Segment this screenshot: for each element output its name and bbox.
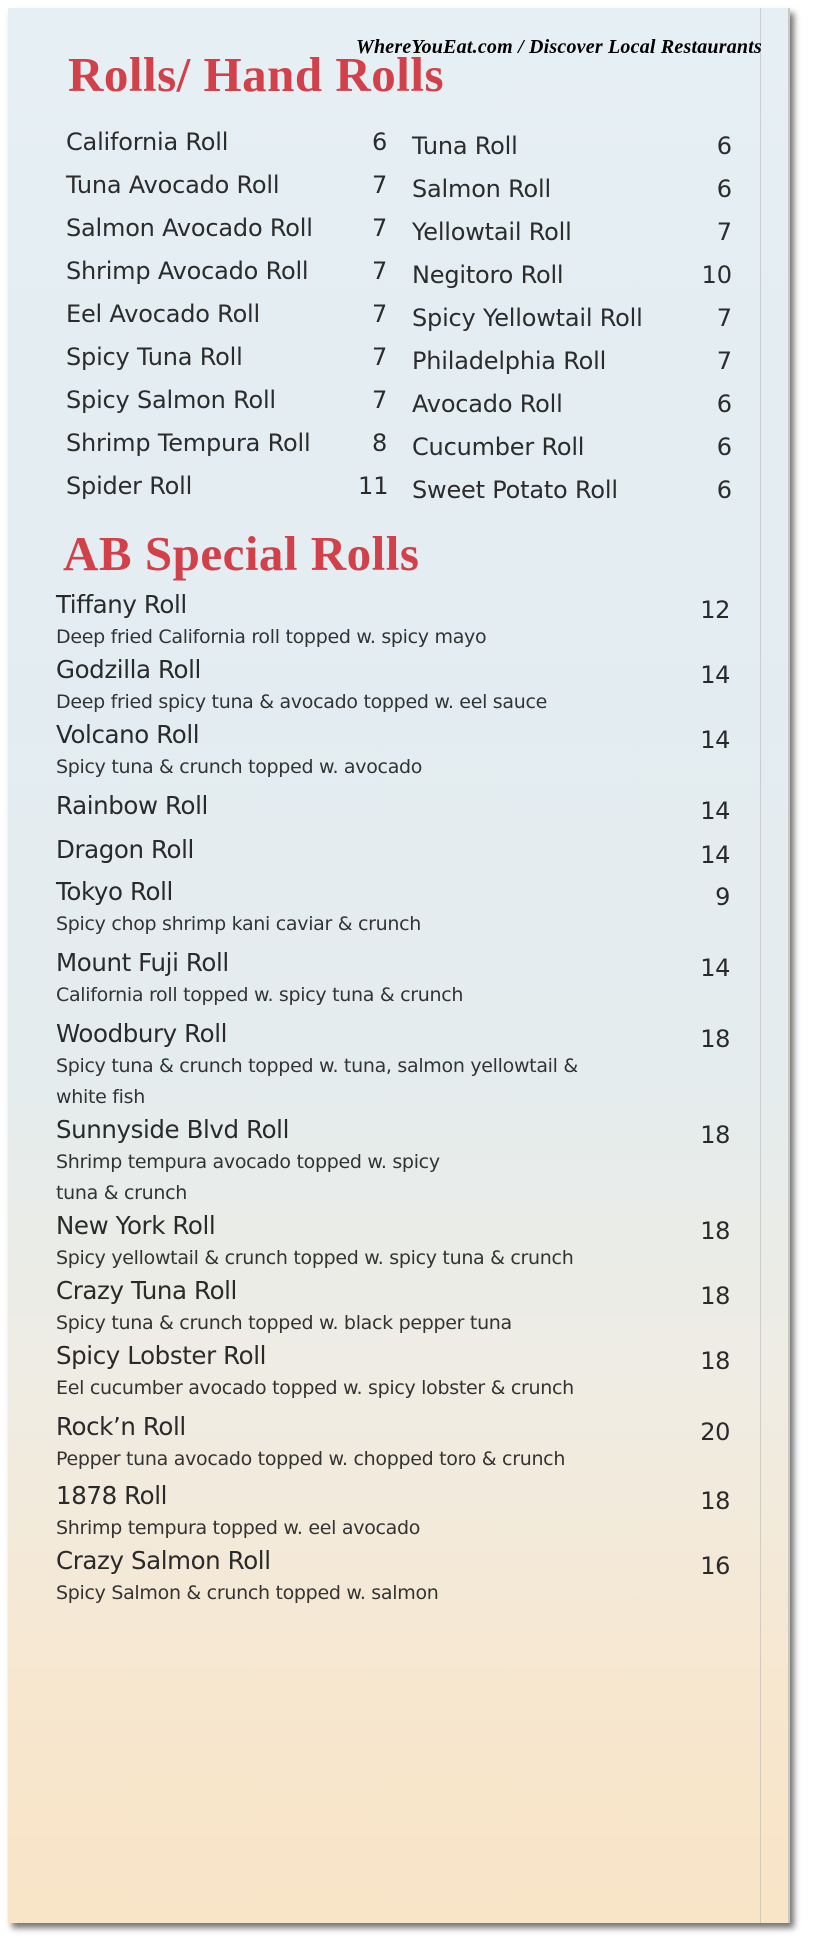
item-name: Crazy Tuna Roll xyxy=(56,1276,237,1305)
item-price: 18 xyxy=(700,1347,730,1375)
item-price: 7 xyxy=(372,214,388,242)
item-name: Mount Fuji Roll xyxy=(56,948,229,977)
menu-item xyxy=(66,472,389,515)
item-description: Spicy tuna & crunch topped w. tuna, salmon yellowtail & white fish xyxy=(56,1055,578,1108)
item-name: Spicy Salmon Roll xyxy=(66,386,276,414)
item-name: Tuna Roll xyxy=(412,132,518,160)
item-price: 6 xyxy=(716,476,732,504)
menu-item xyxy=(412,347,732,390)
special-roll-item xyxy=(56,718,736,783)
special-roll-item xyxy=(56,1017,736,1113)
special-roll-item xyxy=(56,875,736,940)
special-roll-item xyxy=(56,1274,736,1339)
menu-item xyxy=(66,128,386,171)
item-name: 1878 Roll xyxy=(56,1481,168,1510)
menu-item xyxy=(412,175,732,218)
item-name: Spicy Yellowtail Roll xyxy=(412,304,643,332)
menu-item xyxy=(412,390,732,433)
item-name: Spicy Tuna Roll xyxy=(66,343,243,371)
item-name: Shrimp Avocado Roll xyxy=(66,257,309,285)
item-description: Pepper tuna avocado topped w. chopped toro & crunch xyxy=(56,1448,566,1470)
item-name: Philadelphia Roll xyxy=(412,347,607,375)
menu-item xyxy=(66,300,386,343)
item-description: Spicy tuna & crunch topped w. avocado xyxy=(56,756,423,778)
item-price: 7 xyxy=(372,171,388,199)
menu-item xyxy=(412,476,732,519)
item-price: 20 xyxy=(700,1418,730,1446)
item-price: 12 xyxy=(700,596,730,624)
item-price: 7 xyxy=(372,257,388,285)
item-price: 14 xyxy=(700,954,730,982)
menu-item xyxy=(412,261,732,304)
item-description: Shrimp tempura avocado topped w. spicy tuna & crunch xyxy=(56,1151,440,1204)
item-name: Tiffany Roll xyxy=(56,590,187,619)
rolls-right-column xyxy=(412,132,732,519)
item-description: Eel cucumber avocado topped w. spicy lobster & crunch xyxy=(56,1377,574,1399)
item-description: Deep fried California roll topped w. spicy mayo xyxy=(56,626,487,648)
item-price: 9 xyxy=(715,883,730,911)
item-description: Spicy tuna & crunch topped w. black pepper tuna xyxy=(56,1312,512,1334)
item-name: California Roll xyxy=(66,128,229,156)
special-roll-item xyxy=(56,1479,736,1544)
item-name: Woodbury Roll xyxy=(56,1019,228,1048)
item-description: Spicy Salmon & crunch topped w. salmon xyxy=(56,1582,439,1604)
watermark-text: WhereYouEat.com / Discover Local Restaurants xyxy=(355,36,762,58)
special-roll-item xyxy=(56,1113,736,1209)
item-name: Spider Roll xyxy=(66,472,193,500)
item-name: Cucumber Roll xyxy=(412,433,585,461)
item-price: 18 xyxy=(700,1121,730,1149)
menu-item xyxy=(66,386,386,429)
special-roll-item xyxy=(56,946,736,1011)
item-price: 11 xyxy=(358,472,389,500)
section-title-ab-special-rolls: AB Special Rolls xyxy=(63,526,420,581)
item-price: 14 xyxy=(700,841,730,869)
item-name: Salmon Roll xyxy=(412,175,551,203)
item-price: 7 xyxy=(372,343,388,371)
item-price: 18 xyxy=(700,1025,730,1053)
item-name: Eel Avocado Roll xyxy=(66,300,260,328)
item-name: Crazy Salmon Roll xyxy=(56,1546,271,1575)
item-name: Yellowtail Roll xyxy=(412,218,572,246)
item-name: Sunnyside Blvd Roll xyxy=(56,1115,289,1144)
item-price: 18 xyxy=(700,1282,730,1310)
special-roll-item xyxy=(56,653,736,718)
item-price: 6 xyxy=(716,390,732,418)
item-price: 7 xyxy=(372,300,388,328)
item-price: 18 xyxy=(700,1487,730,1515)
item-name: Negitoro Roll xyxy=(412,261,564,289)
item-name: Tokyo Roll xyxy=(56,877,173,906)
item-price: 6 xyxy=(716,132,732,160)
item-name: Rock’n Roll xyxy=(56,1412,186,1441)
menu-item xyxy=(66,343,386,386)
item-name: Rainbow Roll xyxy=(56,791,208,820)
special-roll-item xyxy=(56,833,736,867)
item-name: Volcano Roll xyxy=(56,720,200,749)
item-description: Spicy yellowtail & crunch topped w. spicy tuna & crunch xyxy=(56,1247,574,1269)
menu-item xyxy=(412,218,732,261)
item-price: 7 xyxy=(716,304,732,332)
item-name: Dragon Roll xyxy=(56,835,194,864)
section-title-rolls-hand-rolls: Rolls/ Hand Rolls xyxy=(68,47,445,102)
item-name: Spicy Lobster Roll xyxy=(56,1341,267,1370)
special-roll-item xyxy=(56,588,736,653)
item-price: 16 xyxy=(700,1552,730,1580)
special-roll-item xyxy=(56,1544,736,1609)
item-name: Tuna Avocado Roll xyxy=(66,171,280,199)
item-price: 14 xyxy=(700,797,730,825)
item-price: 6 xyxy=(372,128,388,156)
item-price: 14 xyxy=(700,726,730,754)
item-price: 7 xyxy=(716,218,732,246)
item-price: 14 xyxy=(700,661,730,689)
menu-item xyxy=(66,257,386,300)
item-name: Salmon Avocado Roll xyxy=(66,214,313,242)
item-description: Shrimp tempura topped w. eel avocado xyxy=(56,1517,421,1539)
special-roll-item xyxy=(56,1410,736,1475)
page-fold-line xyxy=(760,8,761,1923)
item-price: 7 xyxy=(372,386,388,414)
menu-item xyxy=(412,132,732,175)
item-price: 18 xyxy=(700,1217,730,1245)
menu-item xyxy=(412,433,732,476)
ab-special-rolls-list xyxy=(56,588,736,1609)
item-name: New York Roll xyxy=(56,1211,216,1240)
menu-item xyxy=(66,171,386,214)
item-price: 8 xyxy=(372,429,388,457)
special-roll-item xyxy=(56,1209,736,1274)
item-price: 10 xyxy=(701,261,732,289)
menu-item xyxy=(66,429,386,472)
menu-item xyxy=(66,214,386,257)
special-roll-item xyxy=(56,1339,736,1404)
rolls-left-column xyxy=(66,128,389,515)
item-price: 6 xyxy=(716,433,732,461)
item-description: Spicy chop shrimp kani caviar & crunch xyxy=(56,913,422,935)
menu-item xyxy=(412,304,732,347)
special-roll-item xyxy=(56,789,736,823)
item-name: Sweet Potato Roll xyxy=(412,476,618,504)
menu-page xyxy=(8,8,790,1923)
item-name: Avocado Roll xyxy=(412,390,563,418)
item-price: 7 xyxy=(716,347,732,375)
item-description: California roll topped w. spicy tuna & crunch xyxy=(56,984,464,1006)
item-name: Shrimp Tempura Roll xyxy=(66,429,311,457)
item-description: Deep fried spicy tuna & avocado topped w. eel sauce xyxy=(56,691,548,713)
item-price: 6 xyxy=(716,175,732,203)
item-name: Godzilla Roll xyxy=(56,655,201,684)
